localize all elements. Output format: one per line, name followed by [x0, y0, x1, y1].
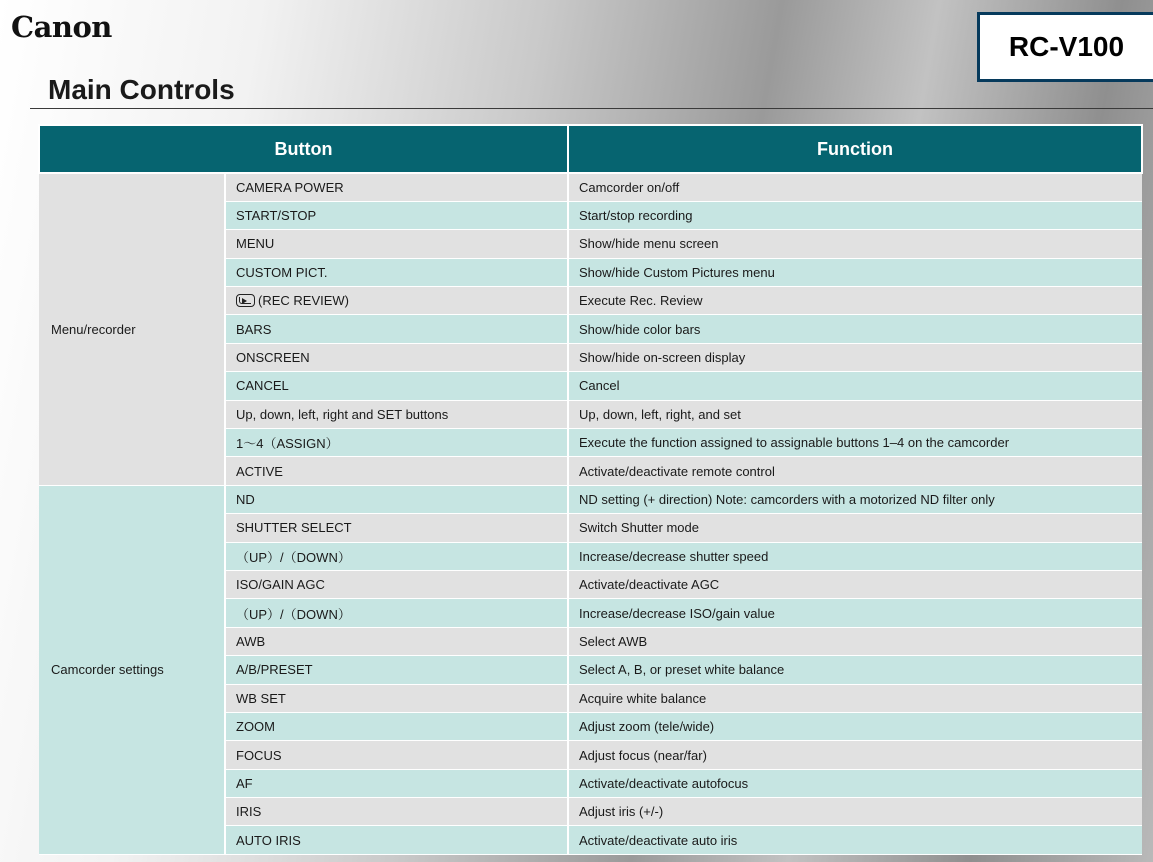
function-description: Cancel — [568, 372, 1142, 400]
button-name: CANCEL — [236, 378, 289, 394]
button-name: BARS — [236, 321, 272, 337]
button-name: SHUTTER SELECT — [236, 520, 352, 536]
button-name: CAMERA POWER — [236, 179, 344, 195]
button-name-cell — [225, 769, 568, 797]
column-header-function: Function — [568, 125, 1142, 173]
function-description: Activate/deactivate remote control — [568, 457, 1142, 485]
function-description: Execute Rec. Review — [568, 287, 1142, 315]
button-name: WB SET — [236, 690, 286, 706]
button-name: ND — [236, 491, 255, 507]
function-description: Adjust iris (+/-) — [568, 798, 1142, 826]
function-description: Activate/deactivate AGC — [568, 570, 1142, 598]
model-name: RC-V100 — [1008, 31, 1125, 62]
button-name-cell — [225, 826, 568, 854]
button-name-cell — [225, 230, 568, 258]
function-description: Switch Shutter mode — [568, 514, 1142, 542]
table-body — [39, 173, 1142, 854]
button-name: MENU — [236, 236, 275, 252]
column-header-button: Button — [39, 125, 568, 173]
button-name-cell — [225, 315, 568, 343]
button-name: Up, down, left, right and SET buttons — [236, 406, 449, 422]
button-name-cell — [225, 429, 568, 457]
rec-review-icon — [236, 294, 255, 307]
button-name-cell — [225, 570, 568, 598]
function-description: ND setting (+ direction) Note: camcorders with a motorized ND filter only — [568, 485, 1142, 513]
table-row — [39, 485, 1142, 513]
function-description: Adjust zoom (tele/wide) — [568, 712, 1142, 740]
function-description: Activate/deactivate autofocus — [568, 769, 1142, 797]
function-description: Increase/decrease ISO/gain value — [568, 599, 1142, 627]
button-name: （UP）/（DOWN） — [236, 549, 351, 565]
button-name-cell — [225, 287, 568, 315]
button-name: FOCUS — [236, 747, 282, 763]
title-divider — [30, 108, 1153, 109]
function-description: Camcorder on/off — [568, 173, 1142, 201]
function-description: Show/hide on-screen display — [568, 343, 1142, 371]
function-description: Up, down, left, right, and set — [568, 400, 1142, 428]
button-name-cell — [225, 798, 568, 826]
button-name: CUSTOM PICT. — [236, 264, 328, 280]
button-name: START/STOP — [236, 208, 317, 224]
function-description: Show/hide menu screen — [568, 230, 1142, 258]
button-name-cell — [225, 712, 568, 740]
button-name-cell — [225, 201, 568, 229]
button-name-cell — [225, 542, 568, 570]
button-name: ONSCREEN — [236, 350, 310, 366]
button-name-cell — [225, 599, 568, 627]
function-description: Select AWB — [568, 627, 1142, 655]
button-name-cell — [225, 173, 568, 201]
function-description: Show/hide color bars — [568, 315, 1142, 343]
function-description: Activate/deactivate auto iris — [568, 826, 1142, 854]
button-name: AUTO IRIS — [236, 832, 301, 848]
button-name-cell — [225, 514, 568, 542]
page-title: Main Controls — [48, 74, 235, 105]
button-name: AF — [236, 775, 253, 791]
button-name: A/B/PRESET — [236, 662, 313, 678]
button-name-cell — [225, 457, 568, 485]
function-description: Show/hide Custom Pictures menu — [568, 258, 1142, 286]
function-description: Execute the function assigned to assignable buttons 1–4 on the camcorder — [568, 429, 1142, 457]
button-name: 1～4（ASSIGN） — [236, 436, 339, 452]
button-name-cell — [225, 372, 568, 400]
function-description: Start/stop recording — [568, 201, 1142, 229]
button-name-cell — [225, 485, 568, 513]
button-name: IRIS — [236, 804, 262, 820]
button-name: （UP）/（DOWN） — [236, 606, 351, 622]
function-description: Increase/decrease shutter speed — [568, 542, 1142, 570]
group-label: Menu/recorder — [39, 173, 225, 485]
button-name-cell — [225, 343, 568, 371]
button-name-cell — [225, 741, 568, 769]
controls-table — [38, 124, 1143, 855]
button-name: ZOOM — [236, 719, 275, 735]
button-name: (REC REVIEW) — [258, 293, 349, 309]
model-badge — [977, 12, 1153, 82]
button-name-cell — [225, 627, 568, 655]
table-header-row — [39, 125, 1142, 173]
canon-logo: Canon — [11, 10, 112, 44]
function-description: Adjust focus (near/far) — [568, 741, 1142, 769]
button-name-cell — [225, 258, 568, 286]
function-description: Acquire white balance — [568, 684, 1142, 712]
button-name-cell — [225, 684, 568, 712]
button-name-cell — [225, 400, 568, 428]
button-name-cell — [225, 656, 568, 684]
function-description: Select A, B, or preset white balance — [568, 656, 1142, 684]
button-name: ACTIVE — [236, 463, 283, 479]
group-label: Camcorder settings — [39, 485, 225, 854]
table-row — [39, 173, 1142, 201]
button-name: ISO/GAIN AGC — [236, 577, 325, 593]
button-name: AWB — [236, 633, 266, 649]
